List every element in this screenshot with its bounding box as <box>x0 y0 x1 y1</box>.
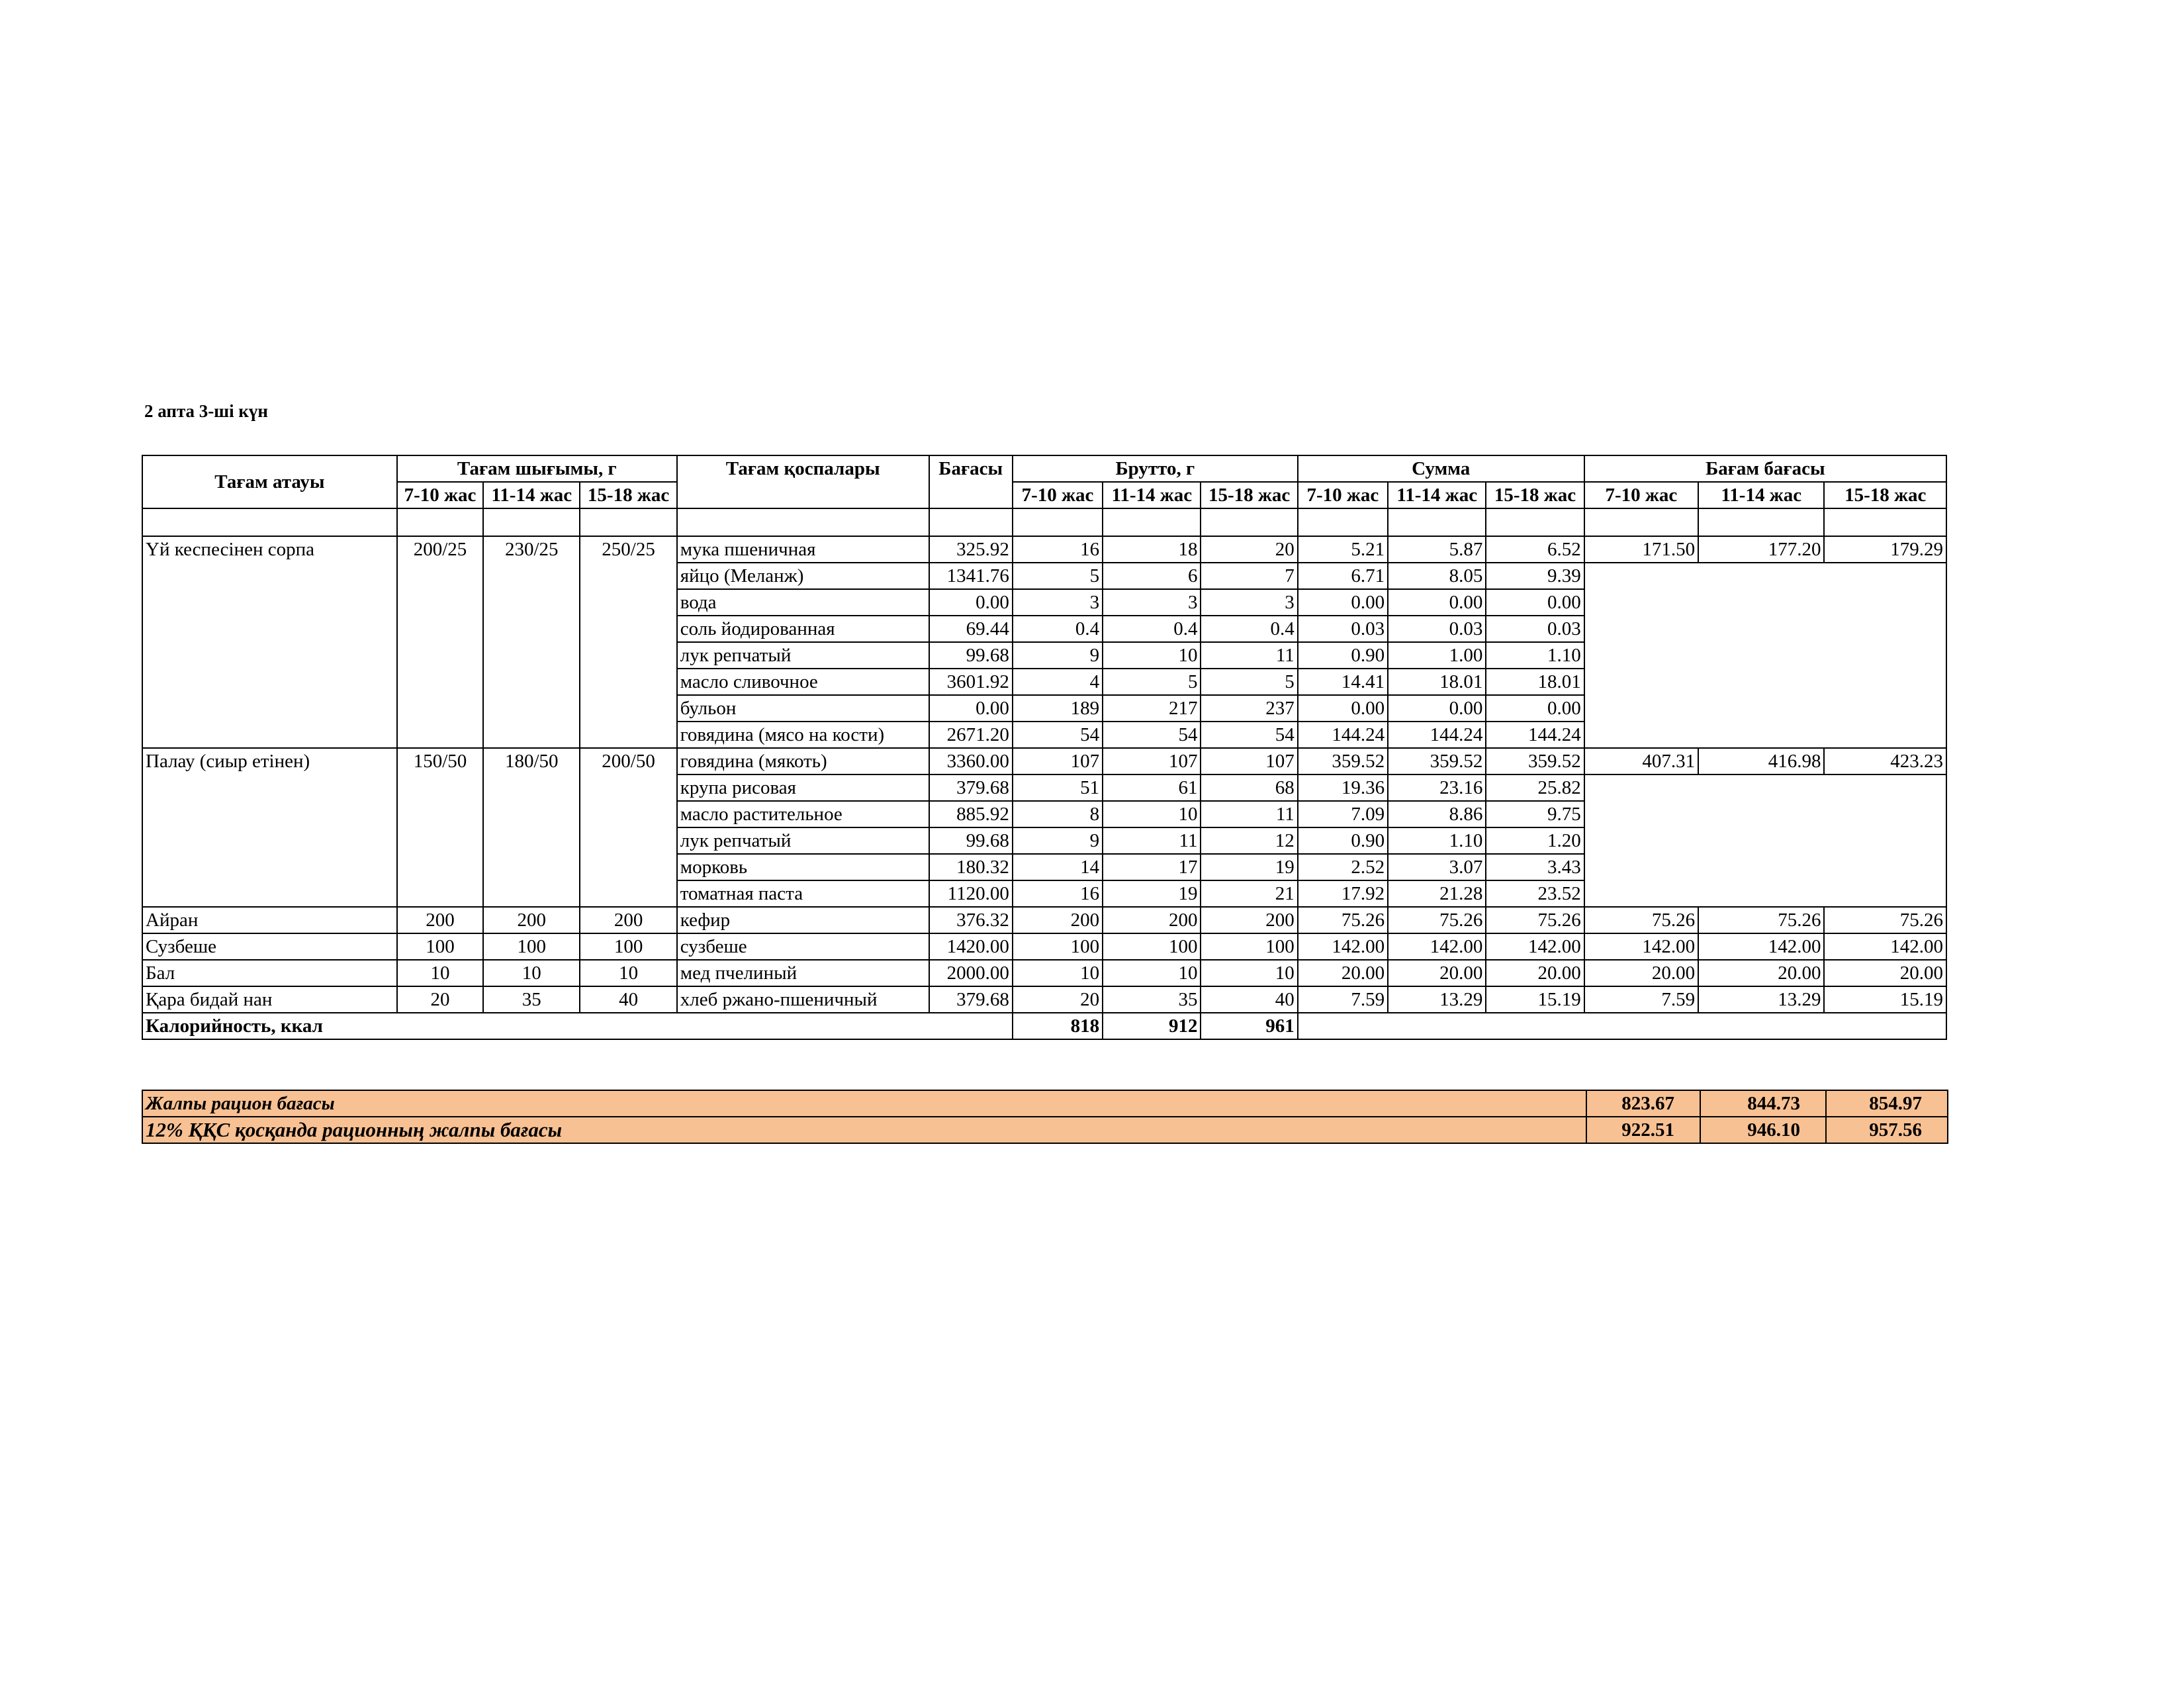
table-row <box>142 748 1946 774</box>
dish-yield: 100 <box>483 933 580 960</box>
sum-value: 0.00 <box>1298 589 1388 616</box>
brutto-value: 107 <box>1013 748 1103 774</box>
dish-yield: 250/25 <box>580 536 676 748</box>
brutto-value: 200 <box>1013 907 1103 933</box>
sum-value: 18.01 <box>1486 669 1584 695</box>
cost-value: 423.23 <box>1824 748 1946 774</box>
brutto-value: 19 <box>1103 880 1201 907</box>
ingredient-name: лук репчатый <box>677 827 929 854</box>
ingredient-price: 2000.00 <box>929 960 1013 986</box>
table-row <box>142 907 1946 933</box>
brutto-value: 10 <box>1103 642 1201 669</box>
ingredient-name: бульон <box>677 695 929 722</box>
header-spacer <box>1201 508 1297 536</box>
ingredient-name: морковь <box>677 854 929 880</box>
dish-yield: 200 <box>397 907 483 933</box>
sum-value: 3.43 <box>1486 854 1584 880</box>
age-header: 7-10 жас <box>397 482 483 508</box>
brutto-value: 4 <box>1013 669 1103 695</box>
cost-empty <box>1584 563 1946 748</box>
brutto-value: 217 <box>1103 695 1201 722</box>
header-spacer <box>1584 508 1698 536</box>
dish-yield: 40 <box>580 986 676 1013</box>
brutto-value: 12 <box>1201 827 1297 854</box>
age-header: 7-10 жас <box>1584 482 1698 508</box>
brutto-value: 3 <box>1013 589 1103 616</box>
sum-value: 0.90 <box>1298 827 1388 854</box>
ingredient-price: 99.68 <box>929 642 1013 669</box>
ingredient-name: масло сливочное <box>677 669 929 695</box>
dish-name: Сузбеше <box>142 933 397 960</box>
cost-value: 15.19 <box>1824 986 1946 1013</box>
brutto-value: 3 <box>1103 589 1201 616</box>
ingredient-price: 180.32 <box>929 854 1013 880</box>
brutto-value: 10 <box>1103 960 1201 986</box>
brutto-value: 100 <box>1013 933 1103 960</box>
header-ingredients: Тағам қоспалары <box>677 455 929 508</box>
ingredient-name: яйцо (Меланж) <box>677 563 929 589</box>
header-spacer <box>1388 508 1486 536</box>
sum-value: 0.03 <box>1486 616 1584 642</box>
summary-row <box>142 1090 1948 1117</box>
menu-table <box>142 455 1947 1040</box>
sum-value: 23.52 <box>1486 880 1584 907</box>
summary-table <box>142 1090 1948 1144</box>
brutto-value: 200 <box>1103 907 1201 933</box>
brutto-value: 3 <box>1201 589 1297 616</box>
cost-value: 75.26 <box>1698 907 1824 933</box>
ingredient-name: хлеб ржано-пшеничный <box>677 986 929 1013</box>
summary-label: Жалпы рацион бағасы <box>142 1090 1586 1117</box>
sum-value: 5.21 <box>1298 536 1388 563</box>
header-spacer <box>397 508 483 536</box>
cost-value: 407.31 <box>1584 748 1698 774</box>
calories-empty <box>1298 1013 1946 1039</box>
cost-value: 171.50 <box>1584 536 1698 563</box>
ingredient-price: 379.68 <box>929 986 1013 1013</box>
sum-value: 21.28 <box>1388 880 1486 907</box>
dish-name: Айран <box>142 907 397 933</box>
summary-row <box>142 1117 1948 1143</box>
brutto-value: 200 <box>1201 907 1297 933</box>
ingredient-name: говядина (мясо на кости) <box>677 722 929 748</box>
brutto-value: 35 <box>1103 986 1201 1013</box>
sum-value: 9.75 <box>1486 801 1584 827</box>
sum-value: 7.59 <box>1298 986 1388 1013</box>
table-row <box>142 933 1946 960</box>
sum-value: 75.26 <box>1298 907 1388 933</box>
calories-label: Калорийность, ккал <box>142 1013 1013 1039</box>
ingredient-price: 0.00 <box>929 695 1013 722</box>
sum-value: 3.07 <box>1388 854 1486 880</box>
sum-value: 25.82 <box>1486 774 1584 801</box>
header-price: Бағасы <box>929 455 1013 508</box>
age-header: 15-18 жас <box>580 482 676 508</box>
sum-value: 144.24 <box>1486 722 1584 748</box>
ingredient-price: 3601.92 <box>929 669 1013 695</box>
brutto-value: 54 <box>1013 722 1103 748</box>
calories-value: 961 <box>1201 1013 1297 1039</box>
cost-value: 179.29 <box>1824 536 1946 563</box>
brutto-value: 11 <box>1201 801 1297 827</box>
header-spacer <box>483 508 580 536</box>
sum-value: 8.86 <box>1388 801 1486 827</box>
sum-value: 142.00 <box>1388 933 1486 960</box>
brutto-value: 9 <box>1013 642 1103 669</box>
summary-value: 946.10 <box>1700 1117 1826 1143</box>
table-body <box>142 536 1946 1013</box>
sum-value: 7.09 <box>1298 801 1388 827</box>
sum-value: 20.00 <box>1388 960 1486 986</box>
sum-value: 0.00 <box>1388 695 1486 722</box>
table-row <box>142 536 1946 563</box>
header-spacer <box>580 508 676 536</box>
cost-value: 142.00 <box>1698 933 1824 960</box>
ingredient-name: кефир <box>677 907 929 933</box>
brutto-value: 10 <box>1013 960 1103 986</box>
cost-value: 20.00 <box>1698 960 1824 986</box>
brutto-value: 5 <box>1103 669 1201 695</box>
cost-value: 416.98 <box>1698 748 1824 774</box>
sum-value: 20.00 <box>1298 960 1388 986</box>
dish-yield: 35 <box>483 986 580 1013</box>
header-spacer <box>142 508 397 536</box>
ingredient-price: 1341.76 <box>929 563 1013 589</box>
sum-value: 5.87 <box>1388 536 1486 563</box>
cost-value: 20.00 <box>1824 960 1946 986</box>
cost-value: 142.00 <box>1584 933 1698 960</box>
sum-value: 359.52 <box>1486 748 1584 774</box>
brutto-value: 20 <box>1013 986 1103 1013</box>
brutto-value: 5 <box>1201 669 1297 695</box>
header-spacer <box>1698 508 1824 536</box>
ingredient-price: 3360.00 <box>929 748 1013 774</box>
brutto-value: 16 <box>1013 536 1103 563</box>
sum-value: 13.29 <box>1388 986 1486 1013</box>
sum-value: 144.24 <box>1298 722 1388 748</box>
dish-yield: 200 <box>483 907 580 933</box>
dish-yield: 200/50 <box>580 748 676 907</box>
age-header: 7-10 жас <box>1013 482 1103 508</box>
brutto-value: 10 <box>1201 960 1297 986</box>
brutto-value: 5 <box>1013 563 1103 589</box>
brutto-value: 10 <box>1103 801 1201 827</box>
sum-value: 15.19 <box>1486 986 1584 1013</box>
summary-value: 854.97 <box>1826 1090 1948 1117</box>
brutto-value: 68 <box>1201 774 1297 801</box>
dish-name: Палау (сиыр етінен) <box>142 748 397 907</box>
sum-value: 0.00 <box>1486 695 1584 722</box>
dish-yield: 180/50 <box>483 748 580 907</box>
sum-value: 359.52 <box>1388 748 1486 774</box>
brutto-value: 11 <box>1201 642 1297 669</box>
dish-yield: 100 <box>580 933 676 960</box>
sum-value: 1.00 <box>1388 642 1486 669</box>
sum-value: 9.39 <box>1486 563 1584 589</box>
sum-value: 1.10 <box>1388 827 1486 854</box>
sum-value: 144.24 <box>1388 722 1486 748</box>
summary-label: 12% ҚҚС қосқанда рационның жалпы бағасы <box>142 1117 1586 1143</box>
sum-value: 23.16 <box>1388 774 1486 801</box>
brutto-value: 16 <box>1013 880 1103 907</box>
sum-value: 75.26 <box>1388 907 1486 933</box>
ingredient-name: мед пчелиный <box>677 960 929 986</box>
brutto-value: 11 <box>1103 827 1201 854</box>
age-header: 15-18 жас <box>1201 482 1297 508</box>
sum-value: 0.90 <box>1298 642 1388 669</box>
sum-value: 8.05 <box>1388 563 1486 589</box>
age-header: 15-18 жас <box>1824 482 1946 508</box>
cost-value: 7.59 <box>1584 986 1698 1013</box>
calories-value: 912 <box>1103 1013 1201 1039</box>
sum-value: 2.52 <box>1298 854 1388 880</box>
age-header: 11-14 жас <box>1698 482 1824 508</box>
cost-value: 13.29 <box>1698 986 1824 1013</box>
sum-value: 75.26 <box>1486 907 1584 933</box>
dish-yield: 150/50 <box>397 748 483 907</box>
table-row <box>142 986 1946 1013</box>
brutto-value: 0.4 <box>1103 616 1201 642</box>
sum-value: 6.52 <box>1486 536 1584 563</box>
table-row <box>142 960 1946 986</box>
ingredient-price: 1420.00 <box>929 933 1013 960</box>
dish-yield: 20 <box>397 986 483 1013</box>
header-spacer <box>677 508 929 536</box>
header-spacer <box>1486 508 1584 536</box>
sum-value: 18.01 <box>1388 669 1486 695</box>
summary-value: 823.67 <box>1586 1090 1700 1117</box>
header-spacer <box>1298 508 1388 536</box>
brutto-value: 107 <box>1103 748 1201 774</box>
header-brutto: Брутто, г <box>1013 455 1298 482</box>
dish-yield: 100 <box>397 933 483 960</box>
sum-value: 1.10 <box>1486 642 1584 669</box>
summary-value: 922.51 <box>1586 1117 1700 1143</box>
ingredient-name: сузбеше <box>677 933 929 960</box>
brutto-value: 51 <box>1013 774 1103 801</box>
sum-value: 142.00 <box>1486 933 1584 960</box>
brutto-value: 20 <box>1201 536 1297 563</box>
age-header: 11-14 жас <box>1103 482 1201 508</box>
header-cost: Бағам бағасы <box>1584 455 1946 482</box>
sum-value: 6.71 <box>1298 563 1388 589</box>
ingredient-price: 325.92 <box>929 536 1013 563</box>
header-yield: Тағам шығымы, г <box>397 455 677 482</box>
ingredient-price: 376.32 <box>929 907 1013 933</box>
sum-value: 0.03 <box>1388 616 1486 642</box>
ingredient-name: мука пшеничная <box>677 536 929 563</box>
dish-yield: 10 <box>580 960 676 986</box>
calories-value: 818 <box>1013 1013 1103 1039</box>
age-header: 15-18 жас <box>1486 482 1584 508</box>
summary-value: 844.73 <box>1700 1090 1826 1117</box>
brutto-value: 237 <box>1201 695 1297 722</box>
brutto-value: 7 <box>1201 563 1297 589</box>
dish-name: Үй кеспесінен сорпа <box>142 536 397 748</box>
brutto-value: 17 <box>1103 854 1201 880</box>
ingredient-price: 885.92 <box>929 801 1013 827</box>
brutto-value: 21 <box>1201 880 1297 907</box>
brutto-value: 14 <box>1013 854 1103 880</box>
dish-yield: 10 <box>483 960 580 986</box>
age-header: 11-14 жас <box>1388 482 1486 508</box>
age-header: 11-14 жас <box>483 482 580 508</box>
cost-value: 20.00 <box>1584 960 1698 986</box>
header-sum: Сумма <box>1298 455 1584 482</box>
brutto-value: 189 <box>1013 695 1103 722</box>
sum-value: 17.92 <box>1298 880 1388 907</box>
ingredient-name: вода <box>677 589 929 616</box>
brutto-value: 18 <box>1103 536 1201 563</box>
sum-value: 20.00 <box>1486 960 1584 986</box>
sum-value: 1.20 <box>1486 827 1584 854</box>
brutto-value: 0.4 <box>1013 616 1103 642</box>
cost-empty <box>1584 774 1946 907</box>
cost-value: 177.20 <box>1698 536 1824 563</box>
ingredient-name: соль йодированная <box>677 616 929 642</box>
ingredient-price: 1120.00 <box>929 880 1013 907</box>
dish-name: Бал <box>142 960 397 986</box>
header-spacer <box>1013 508 1103 536</box>
cost-value: 142.00 <box>1824 933 1946 960</box>
ingredient-price: 69.44 <box>929 616 1013 642</box>
sum-value: 0.00 <box>1388 589 1486 616</box>
ingredient-price: 379.68 <box>929 774 1013 801</box>
brutto-value: 100 <box>1103 933 1201 960</box>
sum-value: 14.41 <box>1298 669 1388 695</box>
summary-value: 957.56 <box>1826 1117 1948 1143</box>
sum-value: 359.52 <box>1298 748 1388 774</box>
brutto-value: 8 <box>1013 801 1103 827</box>
brutto-value: 107 <box>1201 748 1297 774</box>
brutto-value: 0.4 <box>1201 616 1297 642</box>
sum-value: 19.36 <box>1298 774 1388 801</box>
sum-value: 142.00 <box>1298 933 1388 960</box>
brutto-value: 40 <box>1201 986 1297 1013</box>
brutto-value: 19 <box>1201 854 1297 880</box>
brutto-value: 61 <box>1103 774 1201 801</box>
header-spacer <box>929 508 1013 536</box>
brutto-value: 54 <box>1201 722 1297 748</box>
dish-yield: 230/25 <box>483 536 580 748</box>
brutto-value: 54 <box>1103 722 1201 748</box>
dish-yield: 200/25 <box>397 536 483 748</box>
sum-value: 0.00 <box>1486 589 1584 616</box>
cost-value: 75.26 <box>1584 907 1698 933</box>
dish-name: Қара бидай нан <box>142 986 397 1013</box>
ingredient-name: масло растительное <box>677 801 929 827</box>
ingredient-price: 99.68 <box>929 827 1013 854</box>
brutto-value: 6 <box>1103 563 1201 589</box>
header-dish-name: Тағам атауы <box>142 455 397 508</box>
cost-value: 75.26 <box>1824 907 1946 933</box>
ingredient-name: томатная паста <box>677 880 929 907</box>
ingredient-name: лук репчатый <box>677 642 929 669</box>
sum-value: 0.00 <box>1298 695 1388 722</box>
brutto-value: 9 <box>1013 827 1103 854</box>
brutto-value: 100 <box>1201 933 1297 960</box>
sum-value: 0.03 <box>1298 616 1388 642</box>
ingredient-price: 2671.20 <box>929 722 1013 748</box>
dish-yield: 10 <box>397 960 483 986</box>
document-title: 2 апта 3-ші күн <box>144 401 268 421</box>
header-spacer <box>1103 508 1201 536</box>
ingredient-price: 0.00 <box>929 589 1013 616</box>
dish-yield: 200 <box>580 907 676 933</box>
ingredient-name: крупа рисовая <box>677 774 929 801</box>
header-spacer <box>1824 508 1946 536</box>
ingredient-name: говядина (мякоть) <box>677 748 929 774</box>
age-header: 7-10 жас <box>1298 482 1388 508</box>
